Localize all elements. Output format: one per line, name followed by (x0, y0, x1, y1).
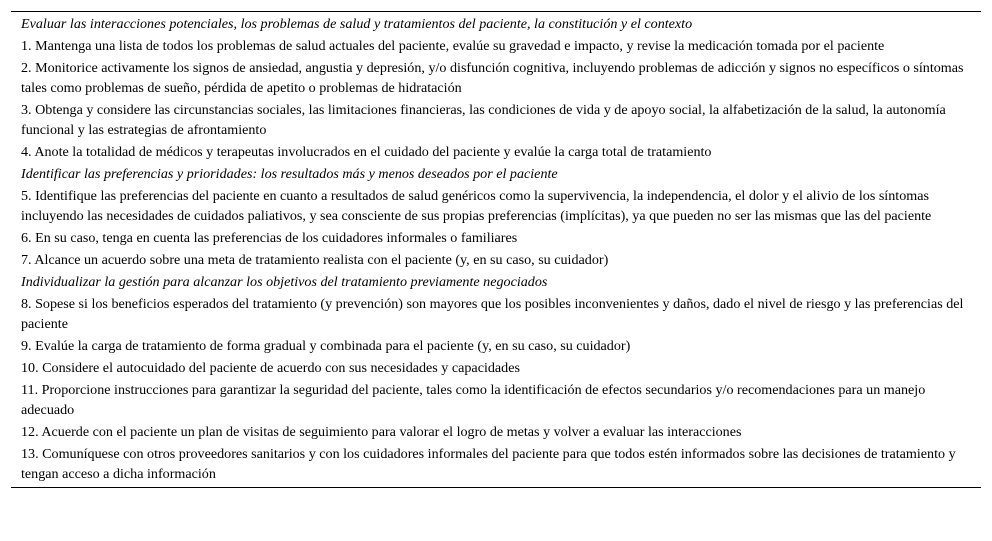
recommendations-table (11, 11, 981, 488)
table-row (11, 99, 981, 141)
table-row (11, 379, 981, 421)
recommendations-table-body (11, 12, 981, 488)
table-row (11, 185, 981, 227)
recommendation-item-9: 9. Evalúe la carga de tratamiento de forma gradual y combinada para el paciente (y, en su caso, su cuidador) (21, 338, 631, 354)
table-row (11, 293, 981, 335)
table-row (11, 141, 981, 163)
section-heading-individualizar: Individualizar la gestión para alcanzar los objetivos del tratamiento previamente negociados (21, 274, 548, 290)
table-row (11, 57, 981, 99)
recommendation-item-10: 10. Considere el autocuidado del paciente de acuerdo con sus necesidades y capacidades (21, 360, 520, 376)
recommendation-item-5: 5. Identifique las preferencias del paciente en cuanto a resultados de salud genéricos como la supervivencia, la independencia, el dolor y el alivio de los síntomas incluyendo las necesidades de cuidados paliativos, y sea consciente de sus propias preferencias (implícitas), ya que pueden no ser las mismas que las del paciente (21, 188, 932, 224)
table-row (11, 35, 981, 57)
table-row (11, 443, 981, 488)
recommendation-item-2: 2. Monitorice activamente los signos de ansiedad, angustia y depresión, y/o disfunción cognitiva, incluyendo problemas de adicción y signos no específicos o síntomas tales como problemas de sueño, pérdida de apetito o problemas de hidratación (21, 60, 964, 96)
section-heading-row (11, 271, 981, 293)
recommendation-item-4: 4. Anote la totalidad de médicos y terapeutas involucrados en el cuidado del paciente y evalúe la carga total de tratamiento (21, 144, 712, 160)
recommendation-item-1: 1. Mantenga una lista de todos los problemas de salud actuales del paciente, evalúe su gravedad e impacto, y revise la medicación tomada por el paciente (21, 38, 885, 54)
table-row (11, 421, 981, 443)
recommendation-item-6: 6. En su caso, tenga en cuenta las preferencias de los cuidadores informales o familiares (21, 230, 518, 246)
recommendation-item-7: 7. Alcance un acuerdo sobre una meta de tratamiento realista con el paciente (y, en su caso, su cuidador) (21, 252, 609, 268)
table-row (11, 249, 981, 271)
recommendation-item-13: 13. Comuníquese con otros proveedores sanitarios y con los cuidadores informales del paciente para que todos estén informados sobre las decisiones de tratamiento y tengan acceso a dicha información (21, 446, 956, 482)
table-row (11, 227, 981, 249)
recommendation-item-3: 3. Obtenga y considere las circunstancias sociales, las limitaciones financieras, las condiciones de vida y de apoyo social, la alfabetización de la salud, la autonomía funcional y las estrategias de afrontamiento (21, 102, 946, 138)
section-heading-row (11, 163, 981, 185)
recommendation-item-8: 8. Sopese si los beneficios esperados del tratamiento (y prevención) son mayores que los posibles inconvenientes y daños, dado el nivel de riesgo y las preferencias del paciente (21, 296, 964, 332)
recommendation-item-11: 11. Proporcione instrucciones para garantizar la seguridad del paciente, tales como la identificación de efectos secundarios y/o recomendaciones para un manejo adecuado (21, 382, 926, 418)
table-row (11, 357, 981, 379)
recommendation-item-12: 12. Acuerde con el paciente un plan de visitas de seguimiento para valorar el logro de metas y volver a evaluar las interacciones (21, 424, 742, 440)
section-heading-identificar: Identificar las preferencias y prioridades: los resultados más y menos deseados por el paciente (21, 166, 558, 182)
table-row (11, 335, 981, 357)
section-heading-evaluar: Evaluar las interacciones potenciales, los problemas de salud y tratamientos del paciente, la constitución y el contexto (21, 16, 693, 32)
section-heading-row (11, 12, 981, 36)
